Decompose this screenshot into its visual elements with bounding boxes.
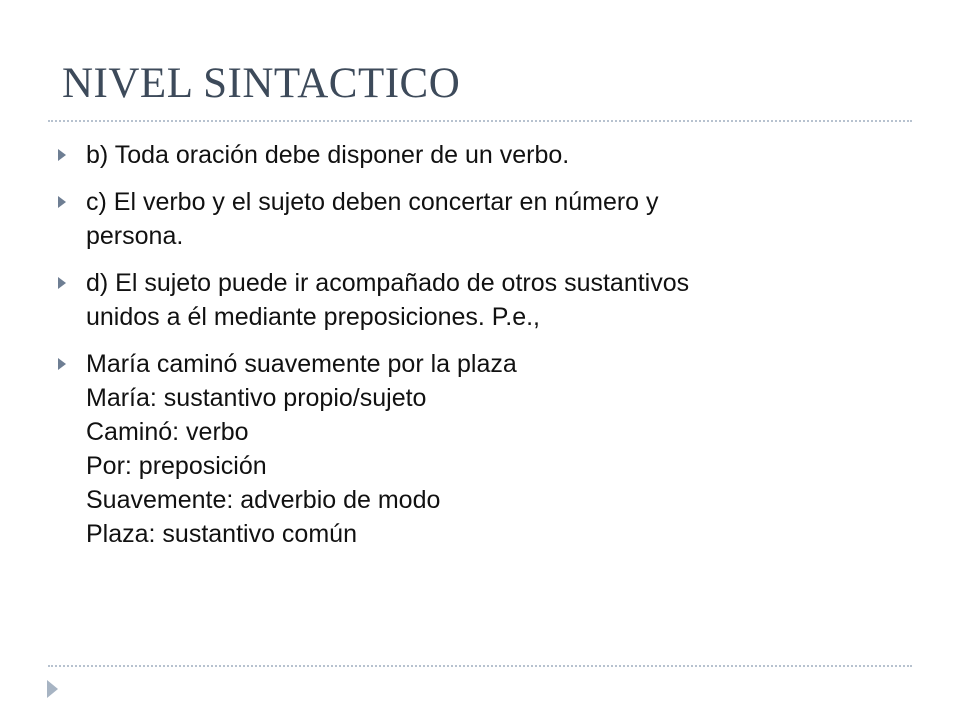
bullet-arrow-icon [58, 149, 66, 161]
example-sentence: María caminó suavemente por la plaza [86, 350, 517, 378]
analysis-line: Plaza: sustantivo común [86, 520, 357, 548]
bullet-text: b) Toda oración debe disponer de un verbo. [86, 141, 570, 169]
bullet-item [56, 138, 916, 172]
bullet-item [56, 347, 916, 551]
analysis-line: Suavemente: adverbio de modo [86, 486, 441, 514]
analysis-line: Caminó: verbo [86, 418, 249, 446]
bullet-text: d) El sujeto puede ir acompañado de otros sustantivos [86, 269, 690, 297]
slide-title: NIVEL SINTACTICO [62, 60, 461, 107]
bullet-arrow-icon [58, 277, 66, 289]
footer-divider [48, 665, 912, 667]
bullet-arrow-icon [58, 358, 66, 370]
analysis-line: Por: preposición [86, 452, 267, 480]
title-divider [48, 120, 912, 122]
triangle-ornament-icon [47, 680, 58, 698]
bullet-item [56, 185, 916, 253]
bullet-text: unidos a él mediante preposiciones. P.e., [86, 303, 541, 331]
bullet-list [56, 138, 916, 564]
analysis-line: María: sustantivo propio/sujeto [86, 384, 427, 412]
bullet-text: c) El verbo y el sujeto deben concertar en número y [86, 188, 659, 216]
bullet-item [56, 266, 916, 334]
bullet-text: persona. [86, 222, 184, 250]
bullet-arrow-icon [58, 196, 66, 208]
